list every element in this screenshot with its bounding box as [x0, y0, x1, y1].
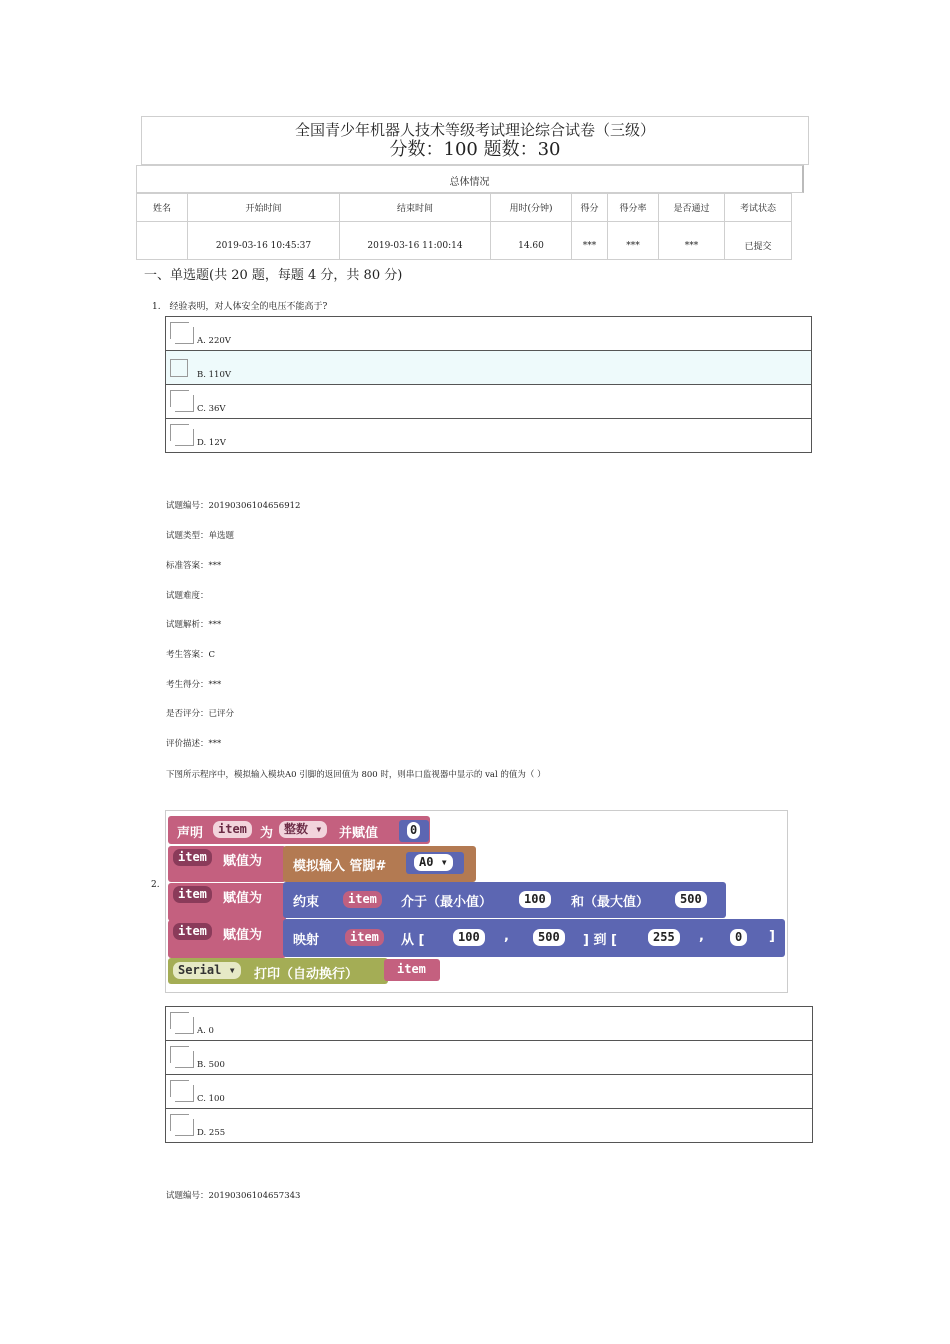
- constrain-max-pill: 500: [675, 891, 707, 908]
- q1-option-c-label: C. 36V: [197, 404, 226, 414]
- constrain-max-label: 和（最大值）: [571, 895, 650, 910]
- constrain-block: [283, 882, 726, 918]
- summary-table: [136, 193, 792, 260]
- col-status: 考试状态: [725, 194, 792, 222]
- map-close-bracket: ]: [769, 929, 775, 944]
- exam-title: 全国青少年机器人技术等级考试理论综合试卷（三级）: [294, 121, 655, 139]
- question-2-number: 2.: [151, 880, 160, 890]
- q1-option-b[interactable]: [165, 350, 812, 384]
- zero-value-block: [399, 820, 429, 842]
- checkbox-icon[interactable]: [170, 1080, 189, 1097]
- map-var-pill: item: [345, 929, 384, 946]
- q1-meta-id: 试题编号：20190306104656912: [166, 501, 301, 511]
- analog-read-label: 模拟输入 管脚#: [293, 859, 387, 874]
- q1-meta-graded: 是否评分：已评分: [166, 709, 235, 719]
- exam-title-box: [141, 116, 809, 165]
- summary-value-row: [137, 222, 792, 260]
- col-score: 得分: [572, 194, 608, 222]
- pin-block: [406, 852, 464, 874]
- q1-meta-student-score: 考生得分：***: [166, 680, 222, 690]
- declare-var-pill: item: [213, 821, 252, 838]
- assign-3-var-pill: item: [173, 923, 212, 940]
- q2-option-c-label: C. 100: [197, 1094, 225, 1104]
- val-status: 已提交: [725, 222, 792, 260]
- q1-meta-difficulty: 试题难度：: [166, 591, 209, 601]
- question-2-stem: 下图所示程序中，模拟输入模块A0 引脚的返回值为 800 时，则串口监视器中显示的 val 的值为（ ）: [166, 770, 546, 780]
- map-from-high-pill: 500: [533, 929, 565, 946]
- q2-option-a[interactable]: [165, 1006, 813, 1040]
- q1-meta-type: 试题类型：单选题: [166, 531, 235, 541]
- map-label: 映射: [293, 933, 320, 948]
- q2-option-b[interactable]: [165, 1040, 813, 1074]
- q2-option-c[interactable]: [165, 1074, 813, 1108]
- checkbox-icon[interactable]: [170, 1012, 189, 1029]
- q2-option-d[interactable]: [165, 1108, 813, 1143]
- constrain-min-pill: 100: [519, 891, 551, 908]
- summary-header-row: [137, 194, 792, 222]
- assign-1-label: 赋值为: [223, 854, 263, 869]
- map-to-label: ] 到 [: [583, 933, 617, 948]
- question-1-stem: 经验表明，对人体安全的电压不能高于?: [169, 302, 328, 312]
- constrain-var-pill: item: [343, 891, 382, 908]
- declare-type-dropdown: 整数 ▾: [279, 821, 327, 838]
- declare-assign-label: 并赋值: [339, 826, 379, 841]
- question-1-number: 1.: [152, 302, 161, 312]
- assign-block-1: [168, 846, 286, 882]
- assign-1-var-pill: item: [173, 849, 212, 866]
- q1-option-d-label: D. 12V: [197, 438, 226, 448]
- val-score: ***: [572, 222, 608, 260]
- print-var-pill: item: [392, 961, 431, 978]
- q1-meta-analysis: 试题解析：***: [166, 620, 222, 630]
- map-from-label: 从 [: [401, 933, 425, 948]
- declare-label: 声明: [177, 826, 204, 841]
- col-duration: 用时(分钟): [491, 194, 572, 222]
- q1-option-a-label: A. 220V: [197, 336, 231, 346]
- constrain-min-label: 介于（最小值）: [401, 895, 493, 910]
- serial-print-block: [168, 958, 388, 984]
- checkbox-icon[interactable]: [170, 1114, 189, 1131]
- map-to-low-pill: 255: [648, 929, 680, 946]
- checkbox-icon[interactable]: [170, 1046, 189, 1063]
- map-comma-1: ,: [504, 929, 509, 944]
- pin-dropdown: A0 ▾: [414, 854, 453, 871]
- col-pass: 是否通过: [659, 194, 725, 222]
- q1-option-d[interactable]: [165, 418, 812, 453]
- map-to-high-pill: 0: [730, 929, 747, 946]
- checkbox-icon[interactable]: [170, 390, 189, 407]
- q1-option-c[interactable]: [165, 384, 812, 418]
- q1-option-b-label: B. 110V: [197, 370, 232, 380]
- block-program-image: [165, 810, 788, 993]
- val-pass: ***: [659, 222, 725, 260]
- assign-2-label: 赋值为: [223, 891, 263, 906]
- summary-heading: 总体情况: [136, 165, 804, 193]
- checkbox-icon[interactable]: [170, 359, 188, 377]
- q2-option-d-label: D. 255: [197, 1128, 226, 1138]
- print-var-block: [384, 959, 440, 981]
- val-start: 2019-03-16 10:45:37: [188, 222, 340, 260]
- map-comma-2: ,: [699, 929, 704, 944]
- q1-option-a[interactable]: [165, 316, 812, 350]
- q2-option-b-label: B. 500: [197, 1060, 225, 1070]
- assign-block-2: [168, 883, 286, 921]
- col-rate: 得分率: [608, 194, 659, 222]
- assign-3-label: 赋值为: [223, 928, 263, 943]
- map-block: [283, 919, 785, 957]
- val-rate: ***: [608, 222, 659, 260]
- checkbox-icon[interactable]: [170, 424, 189, 441]
- q2-meta-id: 试题编号：20190306104657343: [166, 1191, 301, 1201]
- col-name: 姓名: [137, 194, 188, 222]
- serial-dropdown: Serial ▾: [173, 962, 241, 979]
- col-end: 结束时间: [340, 194, 491, 222]
- question-1-text: [152, 299, 327, 312]
- section-title: 一、单选题(共 20 题，每题 4 分，共 80 分): [144, 268, 403, 283]
- assign-block-3: [168, 920, 286, 958]
- q1-meta-student-answer: 考生答案：C: [166, 650, 216, 660]
- exam-score-summary: 分数：100 题数：30: [389, 139, 561, 160]
- serial-print-label: 打印（自动换行）: [254, 967, 359, 982]
- q2-option-a-label: A. 0: [197, 1026, 214, 1036]
- val-end: 2019-03-16 11:00:14: [340, 222, 491, 260]
- declare-as-label: 为: [260, 826, 274, 841]
- col-start: 开始时间: [188, 194, 340, 222]
- constrain-label: 约束: [293, 895, 320, 910]
- q1-meta-comment: 评价描述：***: [166, 739, 222, 749]
- zero-value-pill: 0: [407, 822, 420, 839]
- val-duration: 14.60: [491, 222, 572, 260]
- checkbox-icon[interactable]: [170, 322, 189, 339]
- declare-block: [168, 816, 430, 844]
- assign-2-var-pill: item: [173, 886, 212, 903]
- val-name: [137, 222, 188, 260]
- map-from-low-pill: 100: [453, 929, 485, 946]
- q1-meta-answer: 标准答案：***: [166, 561, 222, 571]
